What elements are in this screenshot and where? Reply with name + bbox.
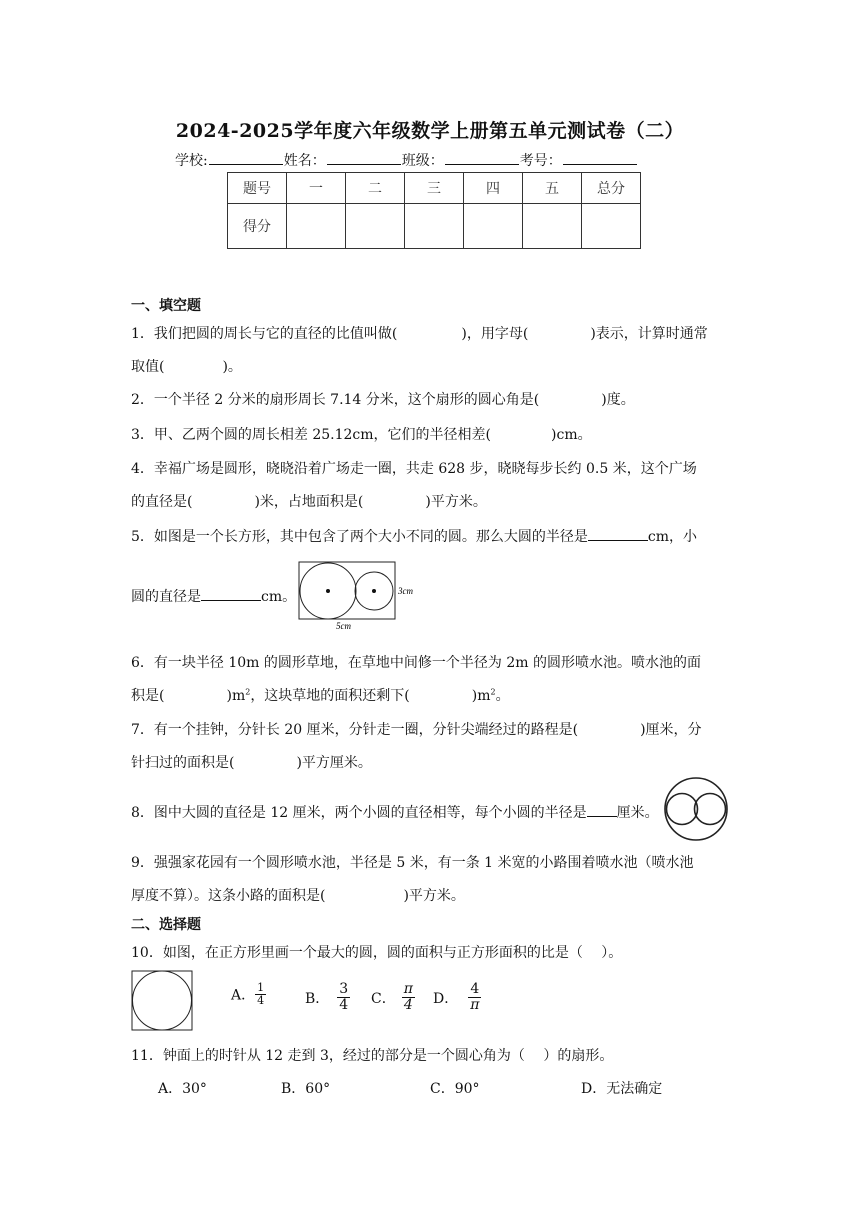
question-5-line-2: [131, 586, 296, 606]
figure-small-circle-right: [695, 794, 726, 825]
q9-text: )平方米。: [403, 888, 465, 904]
q7-text: )厘米，分: [640, 722, 702, 738]
q10-option-b[interactable]: [305, 982, 350, 1014]
class-blank[interactable]: [445, 150, 519, 165]
q2-text: 2．一个半径 2 分米的扇形周长 7.14 分米，这个扇形的圆心角是(: [131, 392, 540, 408]
q6-unit-superscript: 2: [490, 687, 496, 697]
section-choice-title: 二、选择题: [131, 917, 201, 933]
q1-text: 1．我们把圆的周长与它的直径的比值叫做(: [131, 326, 398, 342]
score-header-cell: 五: [523, 173, 582, 204]
q8-text: 8．图中大圆的直径是 12 厘米，两个小圆的直径相等，每个小圆的半径是: [131, 805, 587, 821]
score-cell[interactable]: [405, 204, 464, 249]
question-7-line-1: [131, 719, 702, 739]
q6-text: ): [471, 688, 478, 704]
fraction-numerator: 3: [339, 981, 349, 997]
option-d-fraction: [468, 982, 481, 1014]
q4-text: )平方米。: [425, 494, 487, 510]
question-6-line-1: 6．有一块半径 10m 的圆形草地，在草地中间修一个半径为 2m 的圆形喷水池。喷水池的面: [131, 655, 701, 671]
q2-text: )度。: [601, 392, 635, 408]
fraction-denominator: 4: [403, 997, 413, 1014]
figure-height-label: 3cm: [398, 586, 413, 596]
option-c-label: C．: [371, 990, 396, 1007]
figure-small-circle-left: [667, 794, 698, 825]
figure-width-label: 5cm: [336, 621, 351, 631]
q5-text: 5．如图是一个长方形，其中包含了两个大小不同的圆。那么大圆的半径是: [131, 529, 588, 545]
fraction-denominator: 4: [339, 997, 349, 1014]
q4-text: )米，占地面积是(: [254, 494, 364, 510]
question-9-line-2: [131, 885, 465, 905]
class-label: 班级：: [401, 153, 444, 169]
fraction-numerator: π: [403, 981, 413, 997]
fraction-denominator: π: [470, 997, 480, 1014]
q11-option-a[interactable]: A．30°: [158, 1081, 207, 1097]
question-2: [131, 389, 635, 409]
score-header-cell: 总分: [582, 173, 641, 204]
score-header-cell: 三: [405, 173, 464, 204]
question-3: [131, 424, 592, 444]
score-cell[interactable]: [464, 204, 523, 249]
score-table-header-row: [228, 173, 641, 204]
fraction-numerator: 4: [468, 982, 481, 998]
option-b-fraction: [337, 982, 350, 1014]
question-7-line-2: [131, 752, 372, 772]
q5-blank-2[interactable]: [201, 586, 261, 601]
q7-text: 针扫过的面积是(: [131, 755, 235, 771]
question-10-stem: 10．如图，在正方形里画一个最大的圆，圆的面积与正方形面积的比是（ ）。: [131, 945, 623, 961]
q8-blank[interactable]: [587, 802, 617, 817]
school-blank[interactable]: [209, 150, 283, 165]
q6-unit: m: [231, 688, 246, 704]
option-a-label: A．: [231, 987, 256, 1004]
score-row-label: 得分: [228, 204, 287, 249]
score-header-cell: 四: [464, 173, 523, 204]
q1-text: )表示，计算时通常: [590, 326, 708, 342]
circle-with-two-small-circles-figure: [664, 777, 730, 843]
fraction-denominator: 4: [257, 994, 265, 1008]
question-4-line-1: 4．幸福广场是圆形，晓晓沿着广场走一圈，共走 628 步，晓晓每步长约 0.5 米，这个广场: [131, 461, 697, 477]
question-6-line-2: [131, 685, 510, 705]
q4-text: 的直径是(: [131, 494, 193, 510]
q11-option-d[interactable]: D．无法确定: [581, 1081, 663, 1097]
score-header-cell: 题号: [228, 173, 287, 204]
q7-text: 7．有一个挂钟，分针长 20 厘米，分针走一圈，分针尖端经过的路程是(: [131, 722, 579, 738]
school-label: 学校:: [175, 153, 208, 169]
section-fill-in-title: 一、填空题: [131, 298, 201, 314]
q11-option-b[interactable]: B．60°: [281, 1081, 331, 1097]
question-1-line-2: [131, 356, 242, 376]
figure-big-circle: [665, 778, 727, 840]
exam-no-label: 考号：: [519, 153, 562, 169]
q3-text: )cm。: [551, 427, 592, 443]
question-11-stem: 11．钟面上的时针从 12 走到 3，经过的部分是一个圆心角为（ ）的扇形。: [131, 1048, 614, 1064]
fraction-numerator: 1: [257, 981, 265, 994]
student-info-line: [175, 150, 638, 170]
option-a-fraction: [255, 982, 266, 1007]
score-cell[interactable]: [346, 204, 405, 249]
option-d-label: D．: [433, 990, 459, 1007]
exam-no-blank[interactable]: [563, 150, 637, 165]
score-cell[interactable]: [523, 204, 582, 249]
score-table: [227, 172, 641, 249]
q10-option-d[interactable]: [433, 982, 481, 1014]
score-header-cell: 二: [346, 173, 405, 204]
q7-text: )平方厘米。: [296, 755, 372, 771]
score-cell[interactable]: [582, 204, 641, 249]
name-blank[interactable]: [327, 150, 401, 165]
q6-unit-superscript: 2: [245, 687, 251, 697]
small-circle-center-dot: [372, 589, 376, 593]
page-title: 2024-2025学年度六年级数学上册第五单元测试卷（二）: [175, 120, 685, 142]
question-9-line-1: 9．强强家花园有一个圆形喷水池，半径是 5 米，有一条 1 米宽的小路围着喷水池（喷水池: [131, 855, 694, 871]
option-b-label: B．: [305, 990, 330, 1007]
rectangle-two-circles-figure: [298, 561, 418, 633]
q10-option-c[interactable]: [371, 982, 415, 1014]
q6-text: ，这块草地的面积还剩下(: [250, 688, 410, 704]
q6-text: ): [226, 688, 232, 704]
q5-text: cm。: [261, 589, 297, 605]
question-8: [131, 802, 659, 822]
q1-text: )，用字母(: [461, 326, 529, 342]
q6-unit: m: [477, 688, 491, 704]
figure-inscribed-circle: [133, 971, 192, 1030]
q5-blank-1[interactable]: [588, 526, 648, 541]
q9-text: 厚度不算）。这条小路的面积是(: [131, 888, 326, 904]
large-circle-center-dot: [326, 589, 330, 593]
q10-option-a[interactable]: [231, 982, 266, 1007]
q11-option-c[interactable]: C．90°: [430, 1081, 480, 1097]
q5-text: 圆的直径是: [131, 589, 201, 605]
score-header-cell: 一: [287, 173, 346, 204]
question-5-line-1: [131, 526, 697, 546]
score-table-score-row: [228, 204, 641, 249]
q6-period: 。: [495, 688, 510, 704]
score-cell[interactable]: [287, 204, 346, 249]
option-c-fraction: [402, 982, 415, 1014]
square-with-circle-figure: [131, 970, 195, 1032]
q5-text: cm，小: [647, 529, 698, 545]
name-label: 姓名：: [283, 153, 326, 169]
q1-text: )。: [222, 359, 242, 375]
question-1-line-1: [131, 323, 708, 343]
q8-text: 厘米。: [616, 805, 659, 821]
q1-text: 取值(: [131, 359, 165, 375]
question-4-line-2: [131, 491, 487, 511]
q6-text: 积是(: [131, 688, 165, 704]
q3-text: 3．甲、乙两个圆的周长相差 25.12cm，它们的半径相差(: [131, 427, 492, 443]
